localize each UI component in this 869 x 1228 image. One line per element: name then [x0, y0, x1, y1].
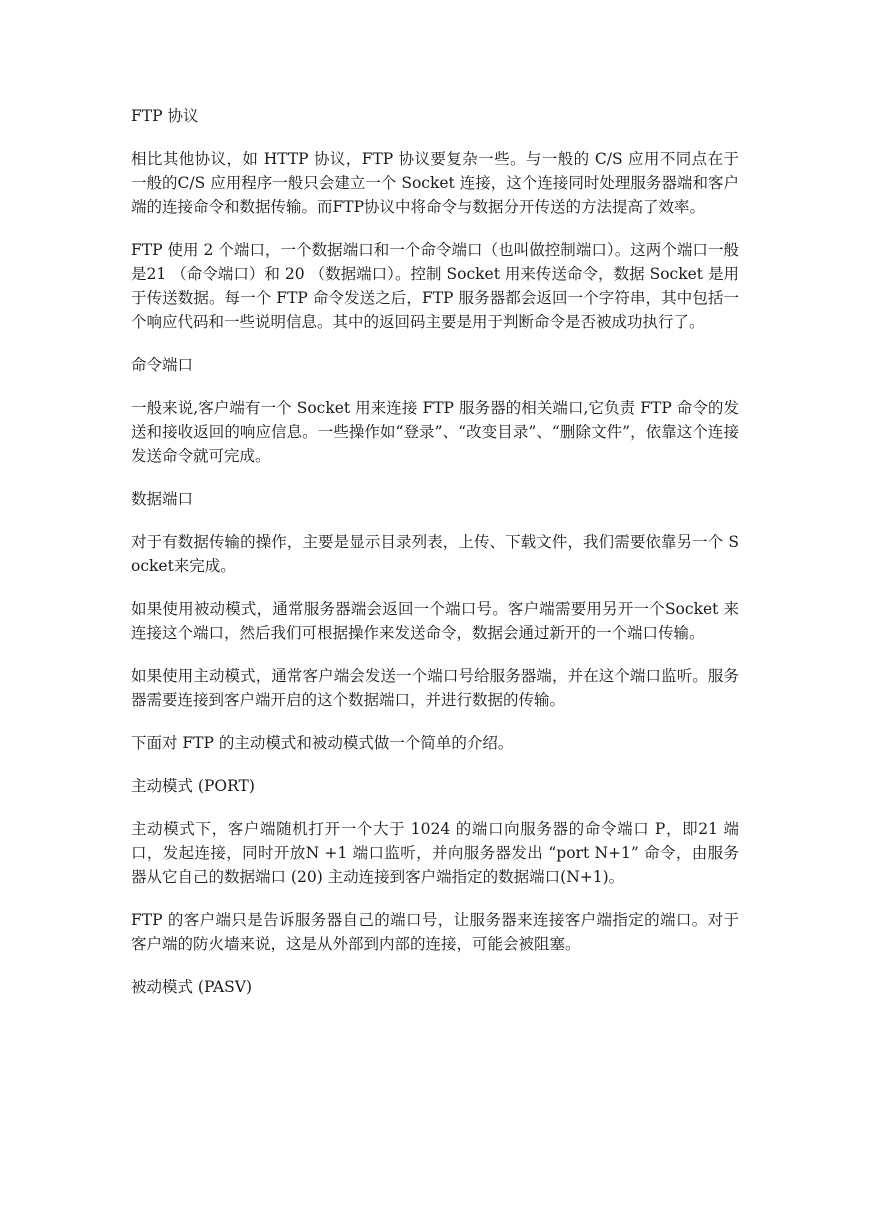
- paragraph-command-port: 一般来说,客户端有一个 Socket 用来连接 FTP 服务器的相关端口,它负责 FTP 命令的发送和接收返回的响应信息。一些操作如“登录”、“改变目录”、“删除文件”，依靠这个连接发送命令就可完成。: [131, 399, 739, 465]
- document-body: [131, 104, 739, 1018]
- paragraph-data-port: 对于有数据传输的操作，主要是显示目录列表，上传、下载文件，我们需要依靠另一个 Socket来完成。: [131, 533, 739, 575]
- heading-ftp-protocol: FTP 协议: [131, 107, 199, 125]
- heading-command-port: 命令端口: [131, 356, 194, 374]
- paragraph-passive-summary: 如果使用被动模式，通常服务器端会返回一个端口号。客户端需要用另开一个Socket 来连接这个端口，然后我们可根据操作来发送命令，数据会通过新开的一个端口传输。: [131, 600, 739, 642]
- paragraph-active-mode-firewall: FTP 的客户端只是告诉服务器自己的端口号，让服务器来连接客户端指定的端口。对于客户端的防火墙来说，这是从外部到内部的连接，可能会被阻塞。: [131, 911, 739, 953]
- paragraph-active-summary: 如果使用主动模式，通常客户端会发送一个端口号给服务器端，并在这个端口监听。服务器需要连接到客户端开启的这个数据端口，并进行数据的传输。: [131, 667, 739, 709]
- heading-active-mode: 主动模式 (PORT): [131, 777, 255, 795]
- paragraph-modes-intro: 下面对 FTP 的主动模式和被动模式做一个简单的介绍。: [131, 734, 514, 752]
- heading-data-port: 数据端口: [131, 490, 194, 508]
- paragraph-active-mode-detail: 主动模式下，客户端随机打开一个大于 1024 的端口向服务器的命令端口 P，即21 端口，发起连接，同时开放N +1 端口监听，并向服务器发出 “port N+1” 命令，由服务器从它自己的数据端口 (20) 主动连接到客户端指定的数据端口(N+1)。: [131, 820, 739, 886]
- heading-passive-mode: 被动模式 (PASV): [131, 978, 253, 996]
- paragraph-ftp-ports: FTP 使用 2 个端口，一个数据端口和一个命令端口（也叫做控制端口）。这两个端口一般是21 （命令端口）和 20 （数据端口）。控制 Socket 用来传送命令，数据 Socket 是用于传送数据。每一个 FTP 命令发送之后，FTP 服务器都会返回一个字符串，其中包括一个响应代码和一些说明信息。其中的返回码主要是用于判断命令是否被成功执行了。: [131, 241, 739, 331]
- paragraph-ftp-intro: 相比其他协议，如 HTTP 协议，FTP 协议要复杂一些。与一般的 C/S 应用不同点在于一般的C/S 应用程序一般只会建立一个 Socket 连接，这个连接同时处理服务器端和客户端的连接命令和数据传输。而FTP协议中将命令与数据分开传送的方法提高了效率。: [131, 150, 739, 216]
